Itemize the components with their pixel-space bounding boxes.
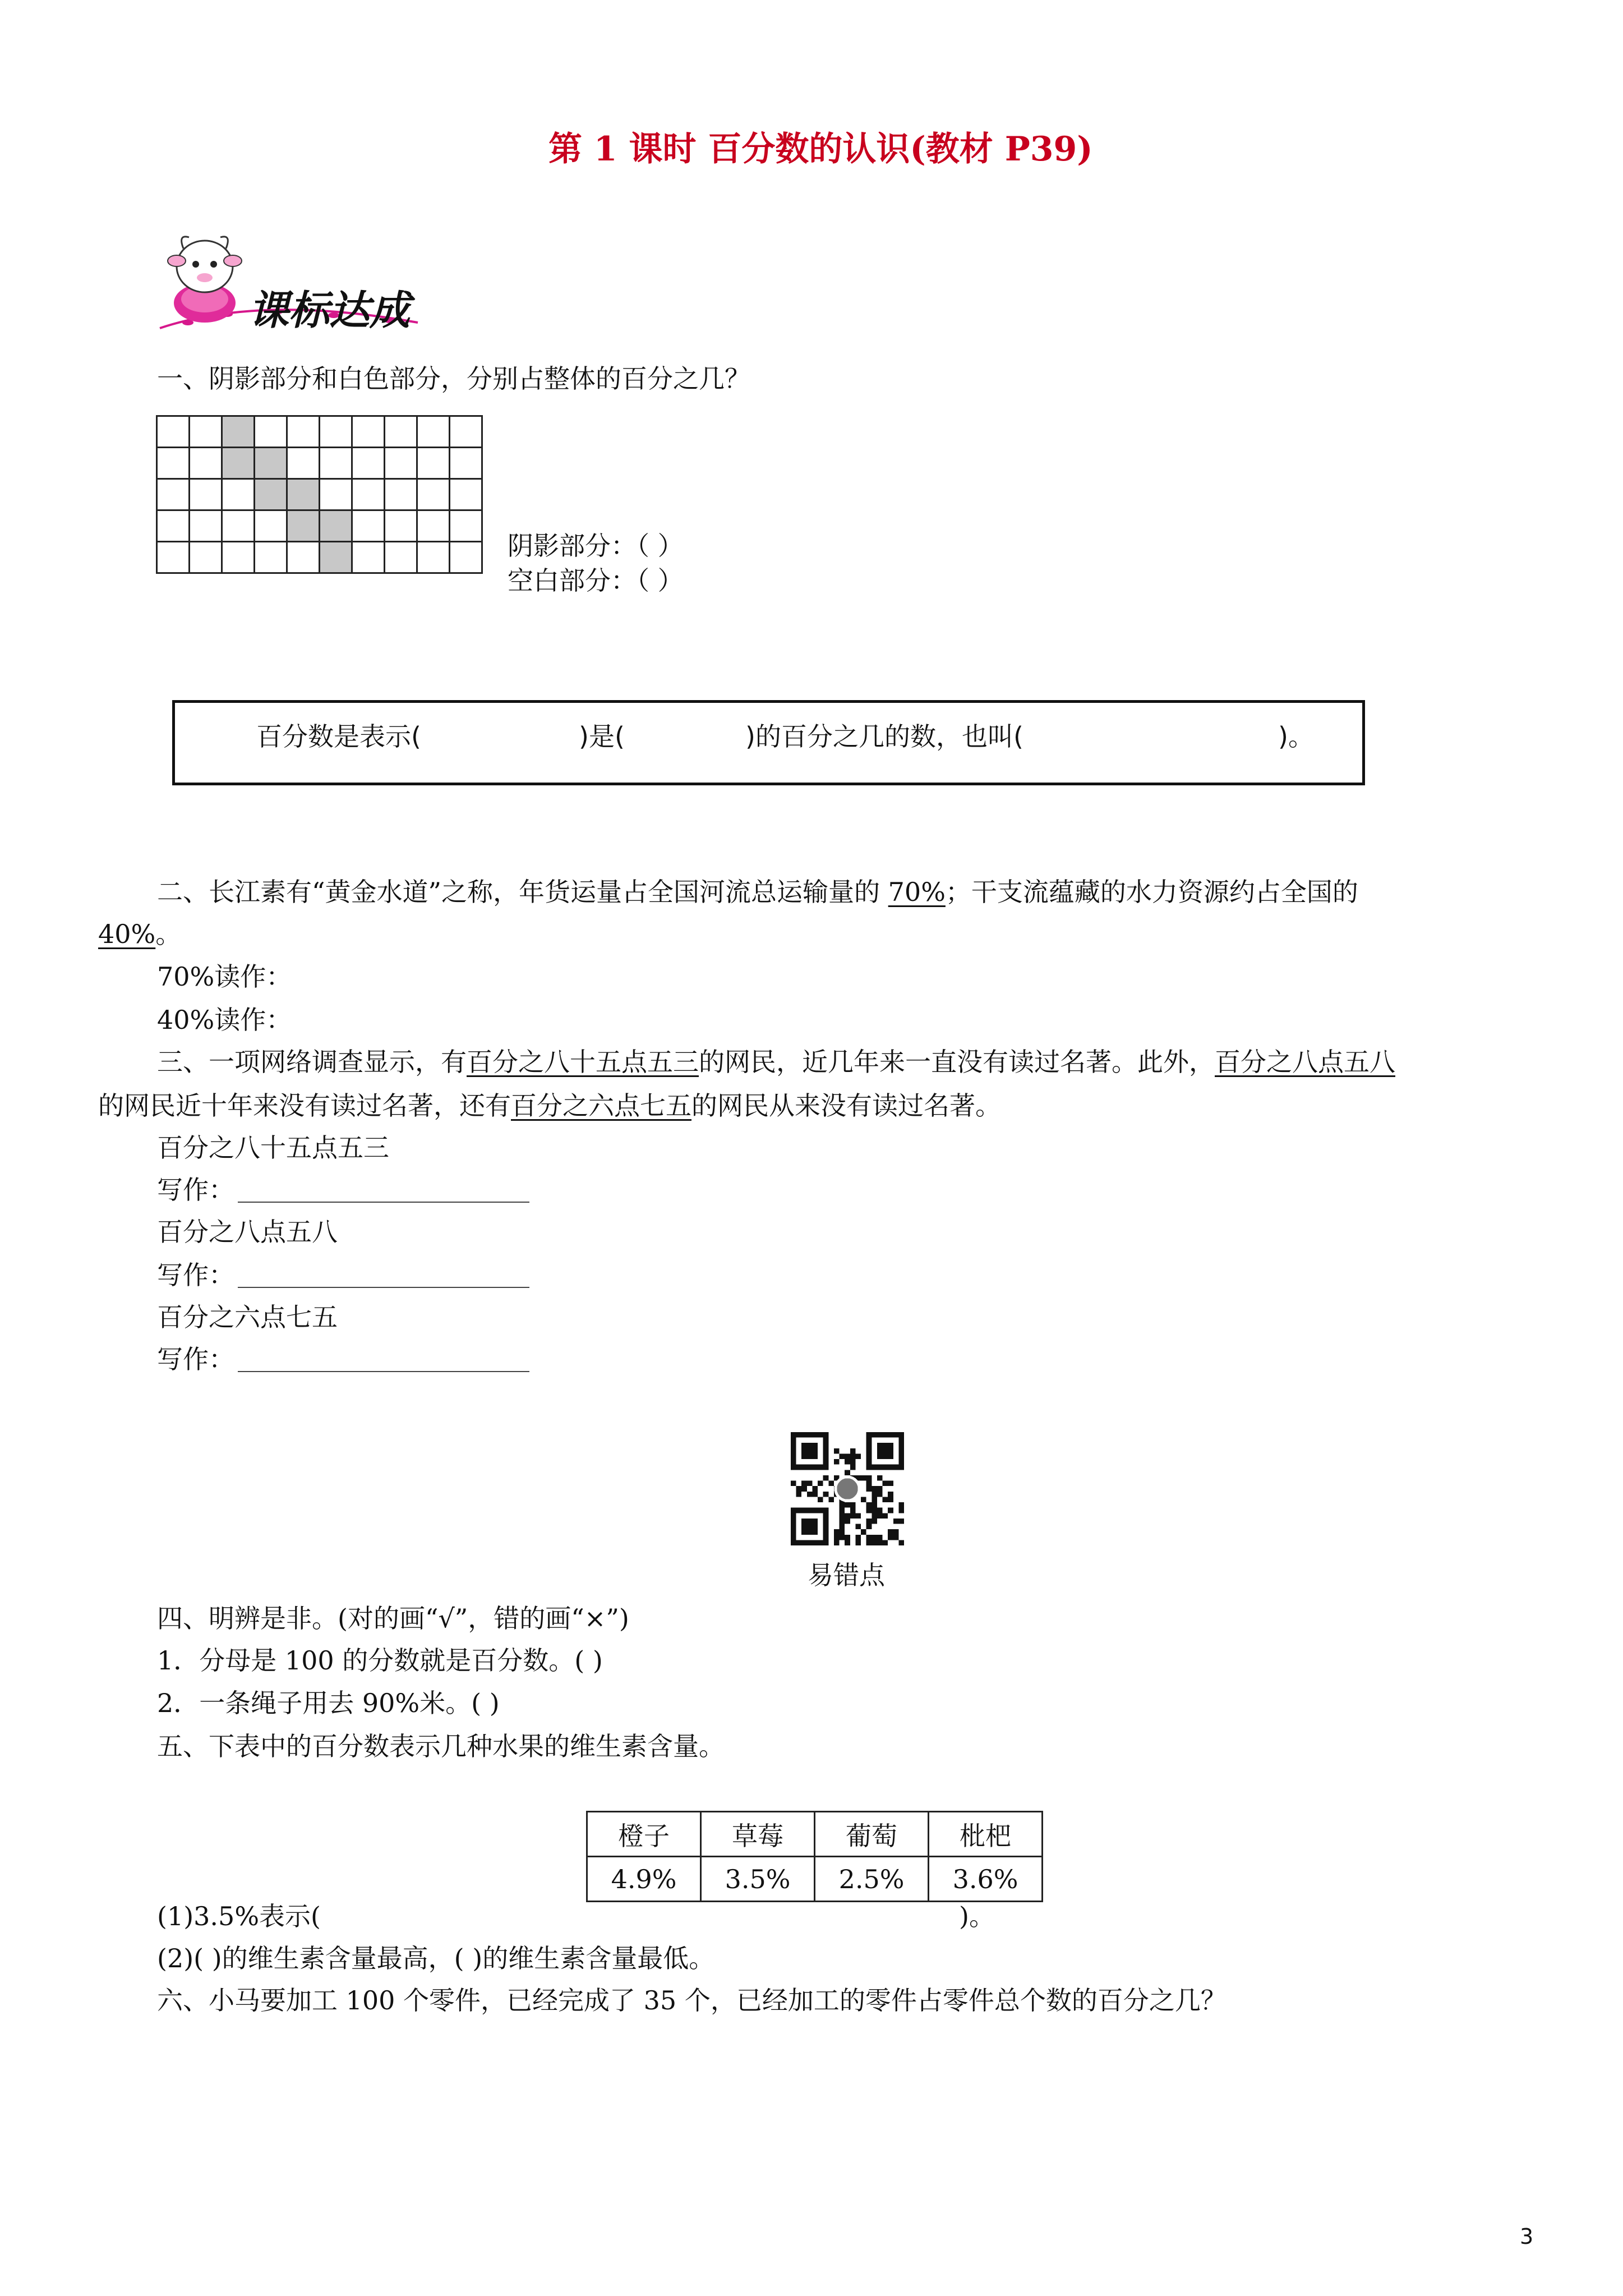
grid-cell: [385, 510, 417, 542]
q3-line1: [157, 1049, 1395, 1075]
write-label: 写作：: [157, 1260, 234, 1290]
grid-cell: [385, 448, 417, 479]
grid-cell-shaded: [255, 479, 287, 510]
grid-cell: [222, 510, 255, 542]
read70-label: 70%读作：: [157, 961, 292, 992]
q3-underline-2: 百分之八点五八: [1215, 1047, 1395, 1077]
grid-row: [157, 479, 482, 510]
qr-caption: 易错点: [808, 1560, 885, 1590]
grid-cell: [385, 479, 417, 510]
q1-prompt: 一、阴影部分和白色部分，分别占整体的百分之几？: [157, 364, 750, 394]
grid-cell: [157, 542, 190, 573]
def-part1: 百分数是表示(: [256, 721, 421, 752]
grid-cell: [287, 542, 320, 573]
grid-cell: [417, 448, 450, 479]
grid-cell-shaded: [320, 542, 352, 573]
grid-cell-shaded: [222, 448, 255, 479]
q3-write-3: [157, 1346, 529, 1372]
grid-cell: [352, 416, 385, 448]
q3-underline-1: 百分之八十五点五三: [467, 1047, 699, 1077]
q3-item-1: 百分之八十五点五三: [157, 1133, 389, 1163]
grid-cell: [352, 479, 385, 510]
fruit-cell: 橙子: [587, 1812, 701, 1857]
write-label: 写作：: [157, 1175, 234, 1205]
grid-cell-shaded: [287, 510, 320, 542]
grid-cell: [190, 416, 222, 448]
q6-prompt: 六、小马要加工 100 个零件，已经完成了 35 个，已经加工的零件占零件总个数的百分之几？: [157, 1985, 1227, 2016]
fruit-table: [586, 1811, 1043, 1902]
page-number: 3: [1520, 2224, 1534, 2249]
grid-cell: [450, 416, 482, 448]
q2-text-a: 二、长江素有“黄金水道”之称，年货运量占全国河流总运输量的: [157, 877, 888, 907]
grid-cell: [450, 448, 482, 479]
grid-cell: [450, 542, 482, 573]
grid-cell: [417, 542, 450, 573]
grid-cell: [352, 542, 385, 573]
grid-row: [157, 510, 482, 542]
fruit-cell: 草莓: [701, 1812, 815, 1857]
q2-pct-40: 40%: [98, 919, 156, 949]
grid-cell: [157, 510, 190, 542]
q3-write-1: [157, 1177, 529, 1203]
q2-text-b: ；干支流蕴藏的水力资源约占全国的: [945, 877, 1358, 907]
grid-cell: [190, 448, 222, 479]
grid-cell: [450, 510, 482, 542]
grid-cell: [417, 479, 450, 510]
q3-text-a: 三、一项网络调查显示，有: [157, 1047, 467, 1077]
q4-item-2: 2．一条绳子用去 90%米。( ): [157, 1688, 500, 1718]
grid-cell: [287, 416, 320, 448]
grid-cell-shaded: [320, 510, 352, 542]
def-part3: )的百分之几的数，也叫(: [745, 721, 1023, 752]
fruit-cell: 枇杷: [929, 1812, 1043, 1857]
grid-cell: [190, 479, 222, 510]
grid-cell: [417, 416, 450, 448]
value-row: [587, 1857, 1043, 1902]
section-banner: [149, 227, 440, 339]
q3-underline-3: 百分之六点七五: [511, 1091, 691, 1121]
grid-cell: [450, 479, 482, 510]
grid-row: [157, 542, 482, 573]
q2-line1: [157, 879, 1358, 905]
grid-cell: [385, 542, 417, 573]
grid-cell: [255, 542, 287, 573]
page-title: 第 1 课时 百分数的认识(教材 P39): [548, 130, 1093, 169]
grid-cell: [352, 448, 385, 479]
grid-cell: [157, 479, 190, 510]
value-cell: 3.5%: [701, 1857, 815, 1902]
grid-cell: [320, 479, 352, 510]
answer-line[interactable]: [238, 1179, 529, 1203]
value-cell: 3.6%: [929, 1857, 1043, 1902]
fruit-header-row: [587, 1812, 1043, 1857]
q3-text-b: 的网民，近几年来一直没有读过名著。此外，: [699, 1047, 1215, 1077]
value-cell: 4.9%: [587, 1857, 701, 1902]
grid-cell-shaded: [222, 416, 255, 448]
grid-cell: [385, 416, 417, 448]
q4-item-1: 1．分母是 100 的分数就是百分数。( ): [157, 1645, 603, 1676]
grid-cell: [157, 448, 190, 479]
grid-cell: [352, 510, 385, 542]
def-part2: )是(: [579, 721, 625, 752]
def-part4: )。: [1278, 721, 1314, 752]
grid-cell-shaded: [255, 448, 287, 479]
grid-cell: [320, 448, 352, 479]
q3-text-c: 的网民近十年来没有读过名著，还有: [98, 1091, 511, 1121]
q5-sub2: (2)( )的维生素含量最高，( )的维生素含量最低。: [157, 1943, 715, 1973]
write-label: 写作：: [157, 1344, 234, 1374]
q3-text-d: 的网民从来没有读过名著。: [691, 1091, 1001, 1121]
q3-write-2: [157, 1262, 529, 1288]
q2-line2: [98, 921, 181, 947]
grid-cell: [190, 510, 222, 542]
grid-cell-shaded: [287, 479, 320, 510]
white-label: 空白部分：（ ）: [508, 565, 684, 596]
definition-box: [172, 700, 1365, 785]
grid-cell: [157, 416, 190, 448]
q2-line2-end: 。: [155, 919, 182, 949]
q5-prompt: 五、下表中的百分数表示几种水果的维生素含量。: [157, 1731, 725, 1761]
q3-line2: [98, 1093, 1001, 1119]
grid-cell: [417, 510, 450, 542]
banner-text: 课标达成: [248, 287, 411, 334]
answer-line[interactable]: [238, 1349, 529, 1372]
grid-cell: [190, 542, 222, 573]
grid-cell: [255, 510, 287, 542]
q5-sub1-a: (1)3.5%表示(: [157, 1901, 321, 1931]
grid-cell: [287, 448, 320, 479]
q2-pct-70: 70%: [888, 877, 946, 907]
grid-cell: [255, 416, 287, 448]
shadow-label: 阴影部分：（ ）: [508, 531, 684, 561]
qr-code-icon[interactable]: [791, 1432, 904, 1545]
answer-line[interactable]: [238, 1264, 529, 1288]
q5-sub1-b: )。: [959, 1901, 995, 1931]
fruit-cell: 葡萄: [815, 1812, 929, 1857]
percent-grid: [156, 415, 483, 574]
q3-item-3: 百分之六点七五: [157, 1302, 338, 1332]
q4-prompt: 四、明辨是非。(对的画“√”，错的画“×”): [157, 1603, 629, 1634]
grid-row: [157, 416, 482, 448]
grid-row: [157, 448, 482, 479]
value-cell: 2.5%: [815, 1857, 929, 1902]
grid-cell: [320, 416, 352, 448]
read40-label: 40%读作：: [157, 1005, 292, 1035]
grid-cell: [222, 542, 255, 573]
grid-cell: [222, 479, 255, 510]
q3-item-2: 百分之八点五八: [157, 1217, 338, 1247]
